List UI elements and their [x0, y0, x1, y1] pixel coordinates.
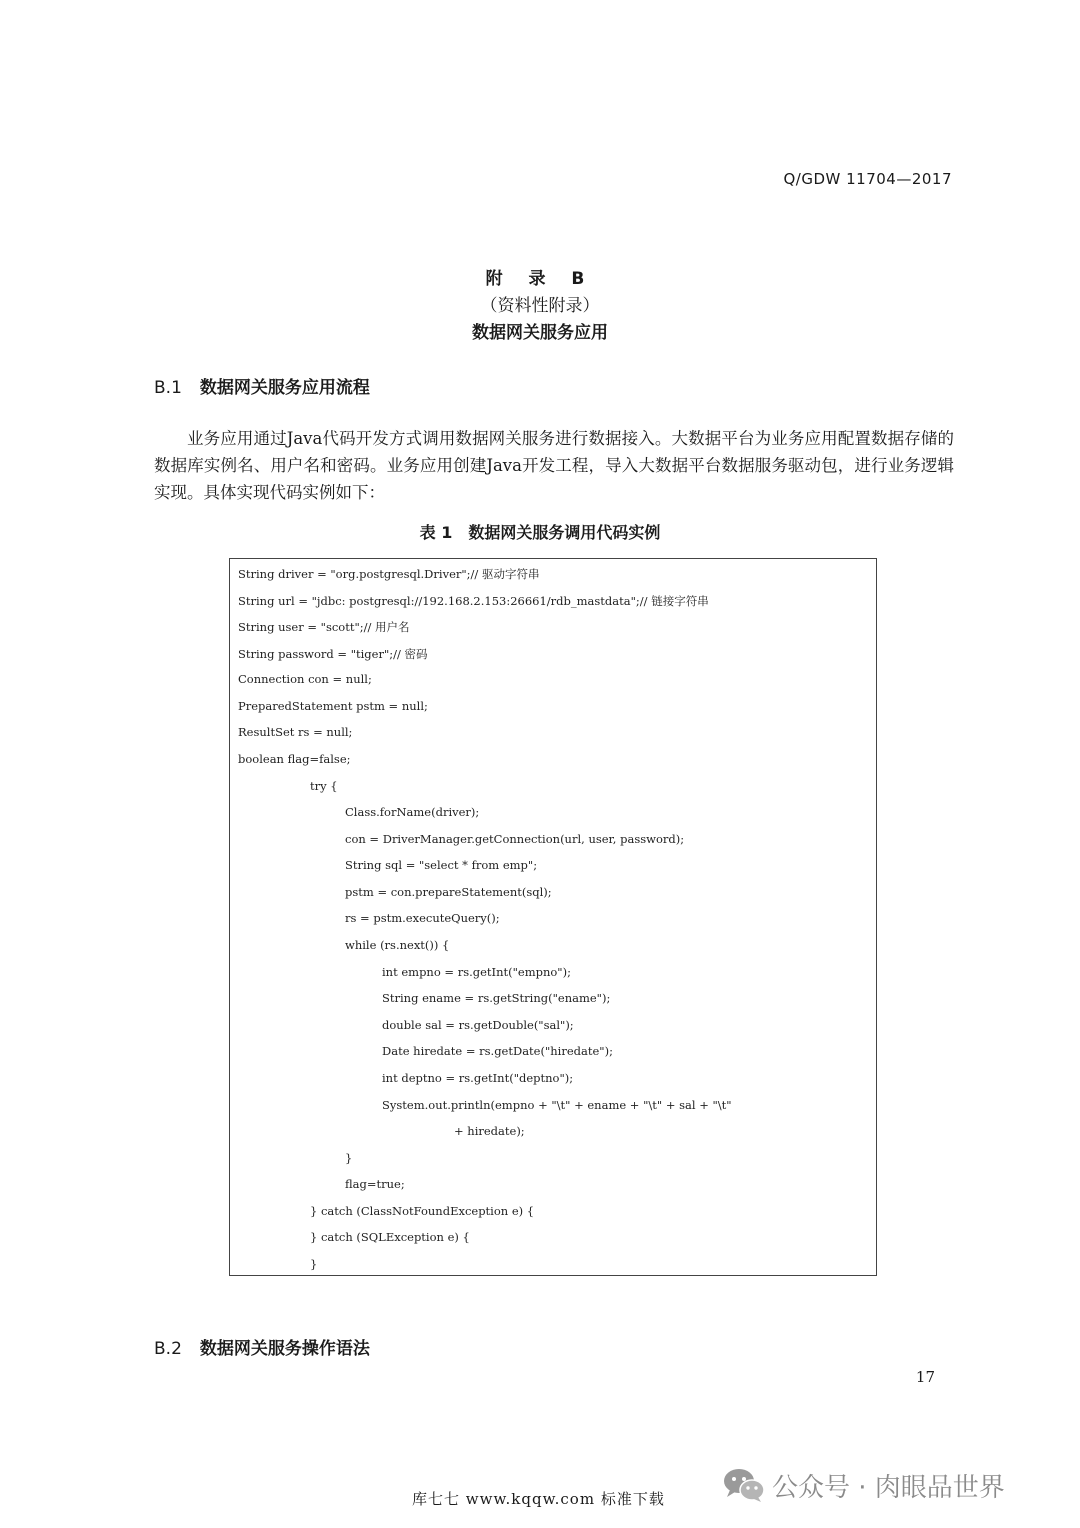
footer-site-text: 库七七 www.kqqw.com 标准下载 — [412, 1490, 665, 1508]
code-line: pstm = con.prepareStatement(sql); — [345, 885, 552, 899]
code-line: int empno = rs.getInt("empno"); — [382, 965, 571, 979]
code-line: Date hiredate = rs.getDate("hiredate"); — [382, 1044, 613, 1058]
code-line: String password = "tiger";// 密码 — [238, 647, 428, 661]
code-line: String sql = "select * from emp"; — [345, 858, 538, 872]
code-line: String ename = rs.getString("ename"); — [382, 991, 611, 1005]
doc-number: Q/GDW 11704—2017 — [783, 170, 952, 188]
section-b2-title: 数据网关服务操作语法 — [199, 1339, 370, 1359]
code-line: String url = "jdbc: postgresql://192.168.2.153:26661/rdb_mastdata";// 链接字符串 — [238, 594, 709, 608]
code-line: } — [345, 1151, 353, 1165]
code-line: int deptno = rs.getInt("deptno"); — [382, 1071, 574, 1085]
code-line: flag=true; — [345, 1177, 405, 1191]
appendix-heading — [0, 266, 1080, 347]
watermark — [722, 1466, 1005, 1504]
section-b2-number: B.2 — [154, 1339, 182, 1359]
code-line: + hiredate); — [454, 1124, 525, 1138]
code-line: Class.forName(driver); — [345, 805, 480, 819]
code-line: boolean flag=false; — [238, 752, 351, 766]
code-line: System.out.println(empno + "\t" + ename + "\t" + sal + "\t" — [382, 1098, 732, 1112]
code-line: } catch (SQLException e) { — [310, 1230, 470, 1244]
appendix-label: 附 录 B — [485, 269, 595, 289]
code-line: rs = pstm.executeQuery(); — [345, 911, 500, 925]
code-line: con = DriverManager.getConnection(url, user, password); — [345, 832, 685, 846]
code-line: String driver = "org.postgresql.Driver";// 驱动字符串 — [238, 567, 540, 581]
code-line: } catch (ClassNotFoundException e) { — [310, 1204, 535, 1218]
body-paragraph: 业务应用通过Java代码开发方式调用数据网关服务进行数据接入。大数据平台为业务应用配置数据存储的数据库实例名、用户名和密码。业务应用创建Java开发工程，导入大数据平台数据服务驱动包，进行业务逻辑实现。具体实现代码实例如下： — [154, 429, 954, 502]
wechat-icon — [722, 1466, 766, 1504]
section-b2-heading — [154, 1334, 370, 1359]
code-line: String user = "scott";// 用户名 — [238, 620, 410, 634]
code-line: } — [310, 1257, 318, 1271]
code-line: PreparedStatement pstm = null; — [238, 699, 428, 713]
code-line: while (rs.next()) { — [345, 938, 450, 952]
code-line: ResultSet rs = null; — [238, 725, 353, 739]
section-b1-heading — [154, 373, 370, 398]
section-b1-title: 数据网关服务应用流程 — [199, 378, 370, 398]
section-b1-number: B.1 — [154, 378, 182, 398]
code-line: Connection con = null; — [238, 672, 372, 686]
watermark-text: 公众号 · 肉眼品世界 — [772, 1472, 1005, 1503]
code-table — [229, 558, 877, 1276]
appendix-kind: （资料性附录） — [480, 296, 600, 316]
appendix-title: 数据网关服务应用 — [472, 323, 608, 343]
page-number: 17 — [915, 1368, 935, 1386]
table-caption: 表 1 数据网关服务调用代码实例 — [419, 523, 661, 542]
code-line: try { — [310, 779, 338, 793]
code-line: double sal = rs.getDouble("sal"); — [382, 1018, 574, 1032]
